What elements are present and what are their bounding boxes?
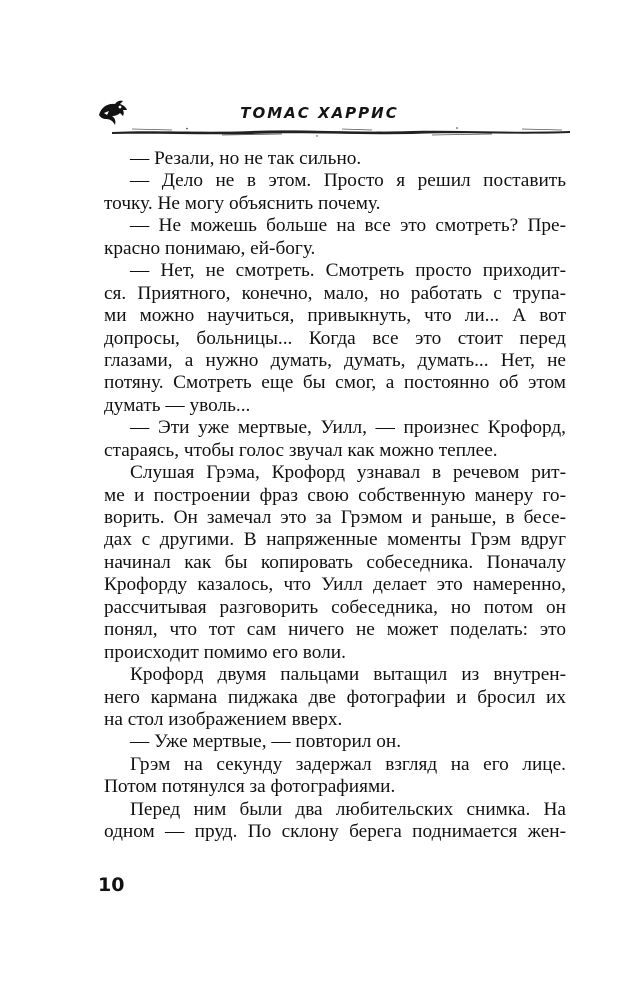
text-line: Грэм на секунду задержал взгляд на его лице. [130, 753, 566, 775]
text-line: одном — пруд. По склону берега поднимается жен- [104, 821, 566, 843]
text-line: на стол изображением вверх. [104, 708, 343, 730]
text-line: дах с другими. В напряженные моменты Грэм вдруг [104, 529, 566, 551]
text-line: Крофорд двумя пальцами вытащил из внутрен- [130, 664, 566, 686]
text-line: понял, что тот сам ничего не может поделать: это [104, 619, 566, 641]
page-number: 10 [98, 874, 125, 896]
text-line: происходит помимо его воли. [104, 641, 346, 663]
text-line: стараясь, чтобы голос звучал как можно теплее. [104, 439, 498, 461]
text-line: Крофорду казалось, что Уилл делает это намеренно, [104, 574, 566, 596]
text-line: — Резали, но не так сильно. [130, 148, 362, 169]
text-line: Перед ним были два любительских снимка. На [130, 798, 566, 820]
text-line: начинал как бы копировать собеседника. Поначалу [104, 551, 566, 573]
text-line: ся. Приятного, конечно, мало, но работать с трупа- [104, 282, 566, 304]
text-line: допросы, больницы... Когда все это стоит перед [104, 327, 566, 349]
text-line: — Уже мертвые, — повторил он. [130, 731, 402, 753]
text-line: ме и построении фраз свою собственную манеру го- [104, 484, 566, 506]
text-line: думать — уволь... [104, 394, 251, 416]
text-line: потяну. Смотреть еще бы смог, а постоянно об этом [104, 372, 566, 394]
text-line: красно понимаю, ей-богу. [104, 237, 316, 259]
text-line: — Эти уже мертвые, Уилл, — произнес Крофорд, [130, 417, 566, 439]
text-line: точку. Не могу объяснить почему. [104, 192, 381, 214]
page-header [0, 0, 639, 140]
text-line: Слушая Грэма, Крофорд узнавал в речевом рит- [130, 462, 566, 484]
text-line: — Не можешь больше на все это смотреть? Пре- [130, 215, 566, 237]
text-line: ми можно научиться, привыкнуть, что ли... А вот [104, 305, 566, 327]
text-line: Потом потянулся за фотографиями. [104, 776, 396, 798]
body-text [104, 148, 566, 844]
text-line: — Дело не в этом. Просто я решил поставить [130, 170, 566, 192]
text-line: него кармана пиджака две фотографии и бросил их [104, 686, 566, 708]
text-line: рассчитывая разговорить собеседника, но потом он [104, 596, 566, 618]
header-rule [112, 126, 570, 138]
text-line: ворить. Он замечал это за Грэмом и раньше, в бесе- [104, 507, 566, 528]
text-line: глазами, а нужно думать, думать, думать... Нет, не [104, 349, 566, 371]
running-head: ТОМАС ХАРРИС [240, 104, 399, 122]
text-line: — Нет, не смотреть. Смотреть просто приходит- [130, 260, 566, 282]
